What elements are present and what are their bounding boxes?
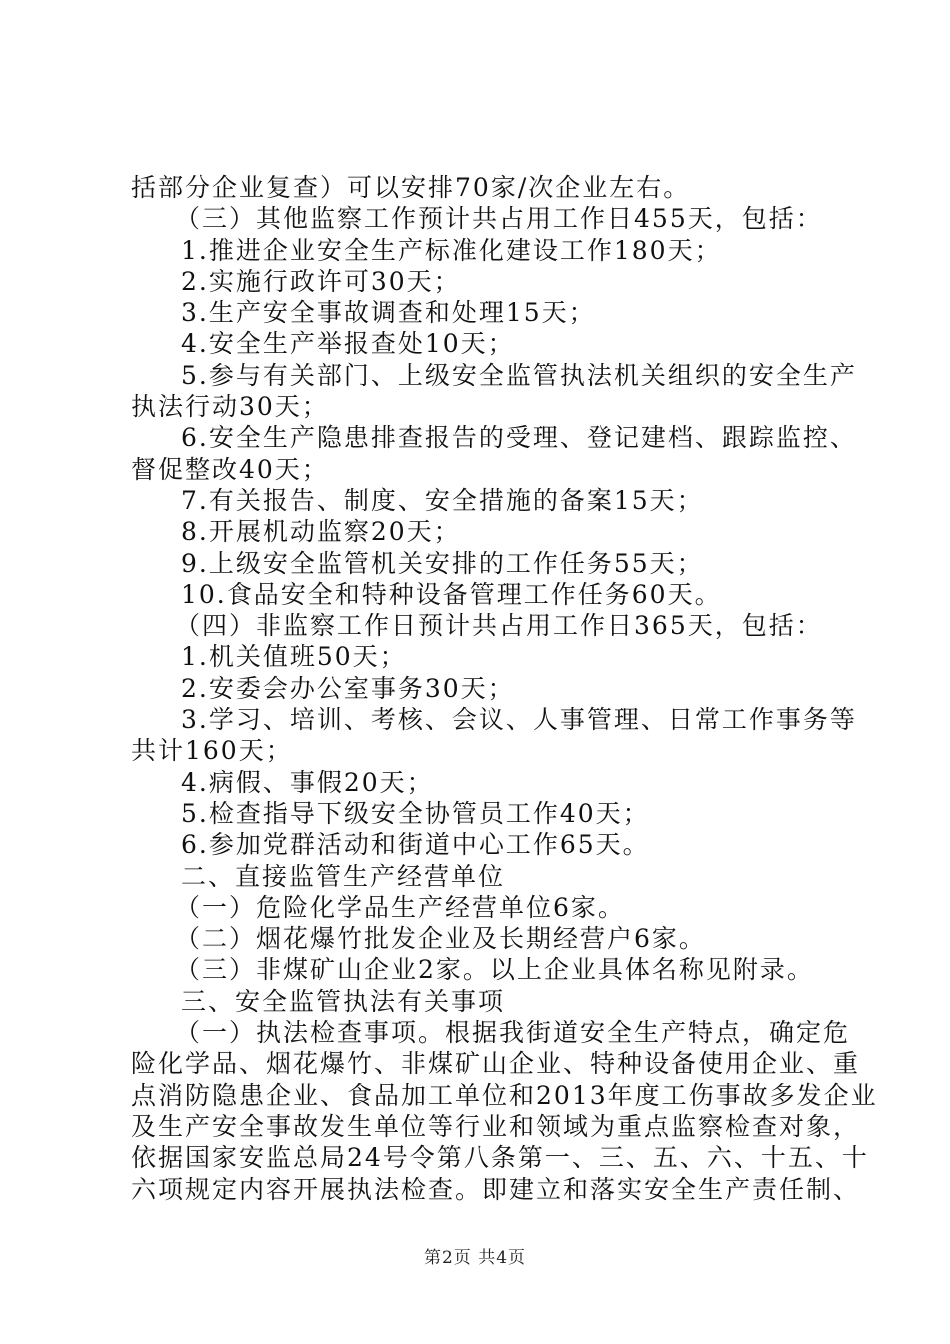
body-line: 1.机关值班50天；	[181, 642, 407, 672]
body-line: 9.上级安全监管机关安排的工作任务55天；	[181, 548, 704, 578]
body-line: 7.有关报告、制度、安全措施的备案15天；	[181, 485, 704, 515]
body-line: 3.生产安全事故调查和处理15天；	[181, 298, 596, 328]
body-line: 8.开展机动监察20天；	[181, 517, 461, 547]
body-line: 六项规定内容开展执法检查。即建立和落实安全生产责任制、	[131, 1174, 861, 1204]
body-line: 及生产安全事故发生单位等行业和领域为重点监察检查对象，	[131, 1111, 861, 1141]
body-line: （三）其他监察工作预计共占用工作日455天，包括：	[175, 204, 823, 234]
document-body	[131, 172, 878, 1205]
body-line: 共计160天；	[131, 736, 293, 766]
body-line: 二、直接监管生产经营单位	[181, 861, 506, 891]
body-line: 点消防隐患企业、食品加工单位和2013年度工伤事故多发企业	[131, 1080, 878, 1110]
body-line: 10.食品安全和特种设备管理工作任务60天。	[181, 579, 722, 609]
body-line: 1.推进企业安全生产标准化建设工作180天；	[181, 235, 722, 265]
body-line: （二）烟花爆竹批发企业及长期经营户6家。	[175, 924, 706, 954]
body-line: 5.检查指导下级安全协管员工作40天；	[181, 798, 650, 828]
body-line: 2.安委会办公室事务30天；	[181, 673, 515, 703]
body-line: 三、安全监管执法有关事项	[181, 986, 506, 1016]
body-line: 执法行动30天；	[131, 392, 329, 422]
body-line: 3.学习、培训、考核、会议、人事管理、日常工作事务等	[181, 705, 857, 735]
page-footer: 第2页 共4页	[423, 1248, 527, 1268]
body-line: 6.安全生产隐患排查报告的受理、登记建档、跟踪监控、	[181, 423, 857, 453]
body-line: 5.参与有关部门、上级安全监管执法机关组织的安全生产	[181, 360, 857, 390]
body-line: 依据国家安监总局24号令第八条第一、三、五、六、十五、十	[131, 1143, 869, 1173]
body-line: 6.参加党群活动和街道中心工作65天。	[181, 830, 650, 860]
body-line: 督促整改40天；	[131, 454, 329, 484]
body-line: 2.实施行政许可30天；	[181, 266, 461, 296]
body-line: （四）非监察工作日预计共占用工作日365天，包括：	[175, 611, 823, 641]
body-line: 括部分企业复查）可以安排70家/次企业左右。	[131, 173, 691, 202]
body-line: 险化学品、烟花爆竹、非煤矿山企业、特种设备使用企业、重	[131, 1049, 861, 1079]
body-line: （一）危险化学品生产经营单位6家。	[175, 892, 625, 922]
body-line: （一）执法检查事项。根据我街道安全生产特点，确定危	[175, 1018, 851, 1048]
body-line: （三）非煤矿山企业2家。以上企业具体名称见附录。	[175, 955, 814, 985]
body-line: 4.病假、事假20天；	[181, 767, 434, 797]
body-line: 4.安全生产举报查处10天；	[181, 329, 515, 359]
